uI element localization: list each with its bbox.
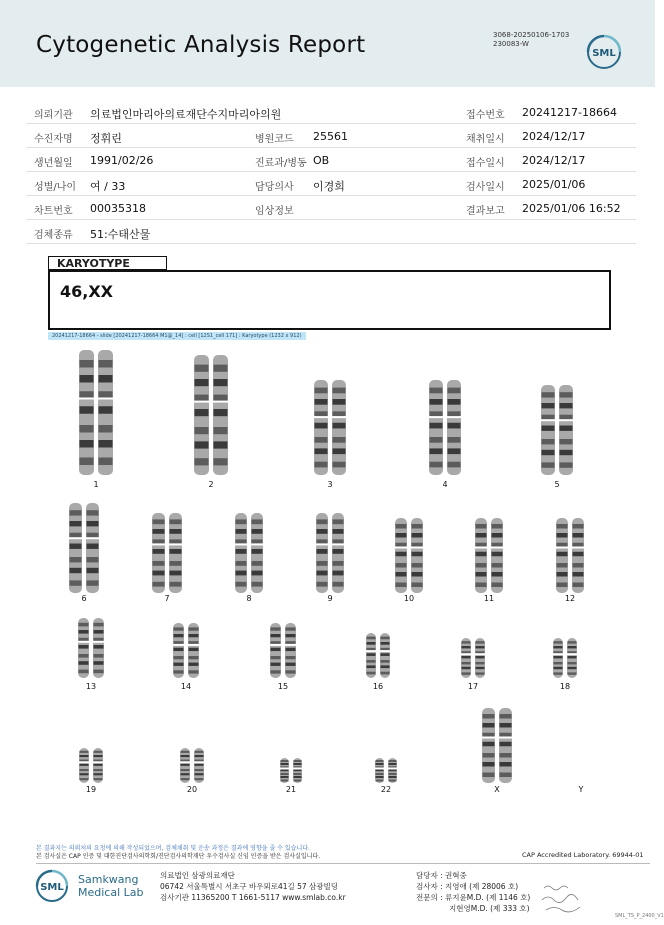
chromosome-label-19: 19: [85, 785, 97, 794]
chromosome-label-y: Y: [578, 785, 584, 794]
chromosome-4-1: [428, 380, 444, 475]
chromosome-8-1: [234, 513, 248, 593]
chromosome-5-1: [540, 385, 556, 475]
karyotype-result: 46,XX: [60, 282, 114, 301]
chromosome-1-1: [78, 350, 95, 475]
samkwang-logo-icon: [36, 869, 156, 905]
chromosome-label-5: 5: [554, 480, 560, 489]
chromosome-label-15: 15: [277, 682, 289, 691]
chromosome-3-1: [313, 380, 329, 475]
value-accession: 20241217-18664: [522, 106, 617, 119]
chromosome-9-1: [315, 513, 329, 593]
label-specimen: 검체종류: [34, 230, 73, 241]
chromosome-20-2: [193, 748, 205, 783]
chromosome-4-2: [446, 380, 462, 475]
value-sex-age: 여 / 33: [90, 180, 126, 193]
chromosome-21-2: [292, 758, 303, 783]
chromosome-label-13: 13: [85, 682, 97, 691]
value-patient-name: 정휘린: [90, 132, 122, 145]
chromosome-x-1: [481, 708, 496, 783]
chromosome-label-4: 4: [442, 480, 448, 489]
label-physician: 담당의사: [255, 182, 294, 193]
chromosome-14-2: [187, 623, 200, 678]
chromosome-16-1: [365, 633, 377, 678]
chromosome-13-2: [92, 618, 105, 678]
chromosome-label-10: 10: [403, 594, 415, 603]
value-institution: 의료법인마리아의료재단수지마리아의원: [90, 108, 282, 121]
svg-text:SML: SML: [40, 882, 64, 893]
value-physician: 이경희: [313, 180, 345, 193]
chromosome-2-1: [193, 355, 210, 475]
label-received-date: 접수일시: [466, 158, 505, 169]
value-specimen: 51:수태산물: [90, 228, 151, 241]
chromosome-17-2: [474, 638, 486, 678]
info-row: [26, 100, 636, 124]
logo-name1: Samkwang: [78, 873, 139, 886]
value-report-date: 2025/01/06 16:52: [522, 202, 621, 215]
patient-info-table: [26, 100, 636, 244]
chromosome-15-1: [269, 623, 282, 678]
chromosome-2-2: [212, 355, 229, 475]
chromosome-label-2: 2: [208, 480, 214, 489]
label-institution: 의뢰기관: [34, 110, 73, 121]
footer-divider: [36, 863, 650, 864]
chromosome-3-2: [331, 380, 347, 475]
chromosome-18-1: [552, 638, 564, 678]
value-collection-date: 2024/12/17: [522, 130, 586, 143]
label-test-date: 검사일시: [466, 182, 505, 193]
value-chart-number: 00035318: [90, 202, 146, 215]
footer-staff-specialist2: 지현영M.D. (제 333 호): [449, 904, 530, 913]
footer-staff-specialist1: 전문의 : 류지윤M.D. (제 1146 호): [416, 893, 531, 902]
value-received-date: 2024/12/17: [522, 154, 586, 167]
label-patient-name: 수진자명: [34, 134, 73, 145]
chromosome-5-2: [558, 385, 574, 475]
footer-contact: 검사기관 11365200 T 1661-5117 www.smlab.co.kr: [160, 893, 346, 902]
karyogram-caption: 20241217-18664 - slide [20241217-18664 M1@_14] : cell [12S1_cell 171] : Karyotype (1232 x 912): [48, 332, 306, 340]
chromosome-label-22: 22: [380, 785, 392, 794]
chromosome-label-x: X: [494, 785, 500, 794]
info-row: [26, 172, 636, 196]
chromosome-7-1: [151, 513, 166, 593]
karyotype-box: [48, 270, 611, 330]
footer-address: 06742 서울특별시 서초구 바우뫼로41길 57 삼광빌딩: [160, 882, 339, 891]
chromosome-x-2: [498, 708, 513, 783]
info-row: [26, 196, 636, 220]
chromosome-22-2: [387, 758, 398, 783]
chromosome-11-2: [490, 518, 504, 593]
document-code: SML_TS_P_2400_V1: [615, 913, 664, 919]
report-header: [0, 0, 655, 87]
chromosome-20-1: [179, 748, 191, 783]
chromosome-7-2: [168, 513, 183, 593]
karyotype-tab: KARYOTYPE: [48, 256, 167, 270]
info-row: [26, 148, 636, 172]
chromosome-label-3: 3: [327, 480, 333, 489]
chromosome-16-2: [379, 633, 391, 678]
logo-name2: Medical Lab: [78, 886, 144, 899]
label-department: 진료과/병동: [255, 158, 307, 169]
report-code-line1: 3068-20250106-1703: [493, 31, 570, 39]
chromosome-label-1: 1: [93, 480, 99, 489]
label-hospital-code: 병원코드: [255, 134, 294, 145]
report-code: [493, 31, 569, 49]
info-row: [26, 220, 636, 244]
label-clinical-info: 임상정보: [255, 206, 294, 217]
value-hospital-code: 25561: [313, 130, 348, 143]
chromosome-11-1: [474, 518, 488, 593]
chromosome-label-7: 7: [164, 594, 170, 603]
chromosome-label-21: 21: [285, 785, 297, 794]
karyogram-figure: [40, 345, 620, 805]
signature-icon: [540, 880, 588, 916]
value-department: OB: [313, 154, 330, 167]
chromosome-6-2: [85, 503, 100, 593]
footer-staff-manager: 담당자 : 권혁중: [416, 871, 467, 880]
info-row: [26, 124, 636, 148]
footer-staff-tester: 검사자 : 지영애 (제 28006 호): [416, 882, 519, 891]
report-title: Cytogenetic Analysis Report: [36, 32, 366, 58]
label-chart-number: 차트번호: [34, 206, 73, 217]
chromosome-8-2: [250, 513, 264, 593]
chromosome-label-14: 14: [180, 682, 192, 691]
chromosome-9-2: [331, 513, 345, 593]
label-sex-age: 성별/나이: [34, 182, 77, 193]
chromosome-17-1: [460, 638, 472, 678]
sml-logo-icon: [586, 34, 622, 70]
chromosome-12-1: [555, 518, 569, 593]
chromosome-label-20: 20: [186, 785, 198, 794]
chromosome-1-2: [97, 350, 114, 475]
chromosome-22-1: [374, 758, 385, 783]
cap-accreditation: CAP Accredited Laboratory. 69944-01: [522, 851, 644, 859]
chromosome-label-18: 18: [559, 682, 571, 691]
value-test-date: 2025/01/06: [522, 178, 586, 191]
label-birth-date: 생년월일: [34, 158, 73, 169]
chromosome-label-6: 6: [81, 594, 87, 603]
chromosome-13-1: [77, 618, 90, 678]
chromosome-label-11: 11: [483, 594, 495, 603]
chromosome-label-8: 8: [246, 594, 252, 603]
chromosome-15-2: [284, 623, 297, 678]
chromosome-label-16: 16: [372, 682, 384, 691]
value-birth-date: 1991/02/26: [90, 154, 154, 167]
chromosome-21-1: [279, 758, 290, 783]
label-report-date: 결과보고: [466, 206, 505, 217]
chromosome-label-9: 9: [327, 594, 333, 603]
footer-org: 의료법인 삼광의료재단: [160, 871, 235, 880]
chromosome-18-2: [566, 638, 578, 678]
footer-logo: [36, 869, 156, 909]
label-accession: 접수번호: [466, 110, 505, 121]
chromosome-12-2: [571, 518, 585, 593]
chromosome-label-17: 17: [467, 682, 479, 691]
chromosome-14-1: [172, 623, 185, 678]
chromosome-10-1: [394, 518, 408, 593]
chromosome-19-2: [92, 748, 104, 783]
report-code-line2: 230083-W: [493, 40, 529, 48]
logo-text: SML: [592, 48, 616, 59]
chromosome-10-2: [410, 518, 424, 593]
note-line1: 본 결과지는 의뢰처의 요청에 의해 작성되었으며, 검체채취 및 운송 과정은 결과에 영향을 줄 수 있습니다.: [36, 845, 310, 852]
chromosome-6-1: [68, 503, 83, 593]
chromosome-19-1: [78, 748, 90, 783]
label-collection-date: 채취일시: [466, 134, 505, 145]
note-line2: 본 검사실은 CAP 인증 및 대한진단검사의학회/진단검사의학재단 우수검사실 신임 인증을 받은 검사실입니다.: [36, 853, 321, 860]
chromosome-label-12: 12: [564, 594, 576, 603]
